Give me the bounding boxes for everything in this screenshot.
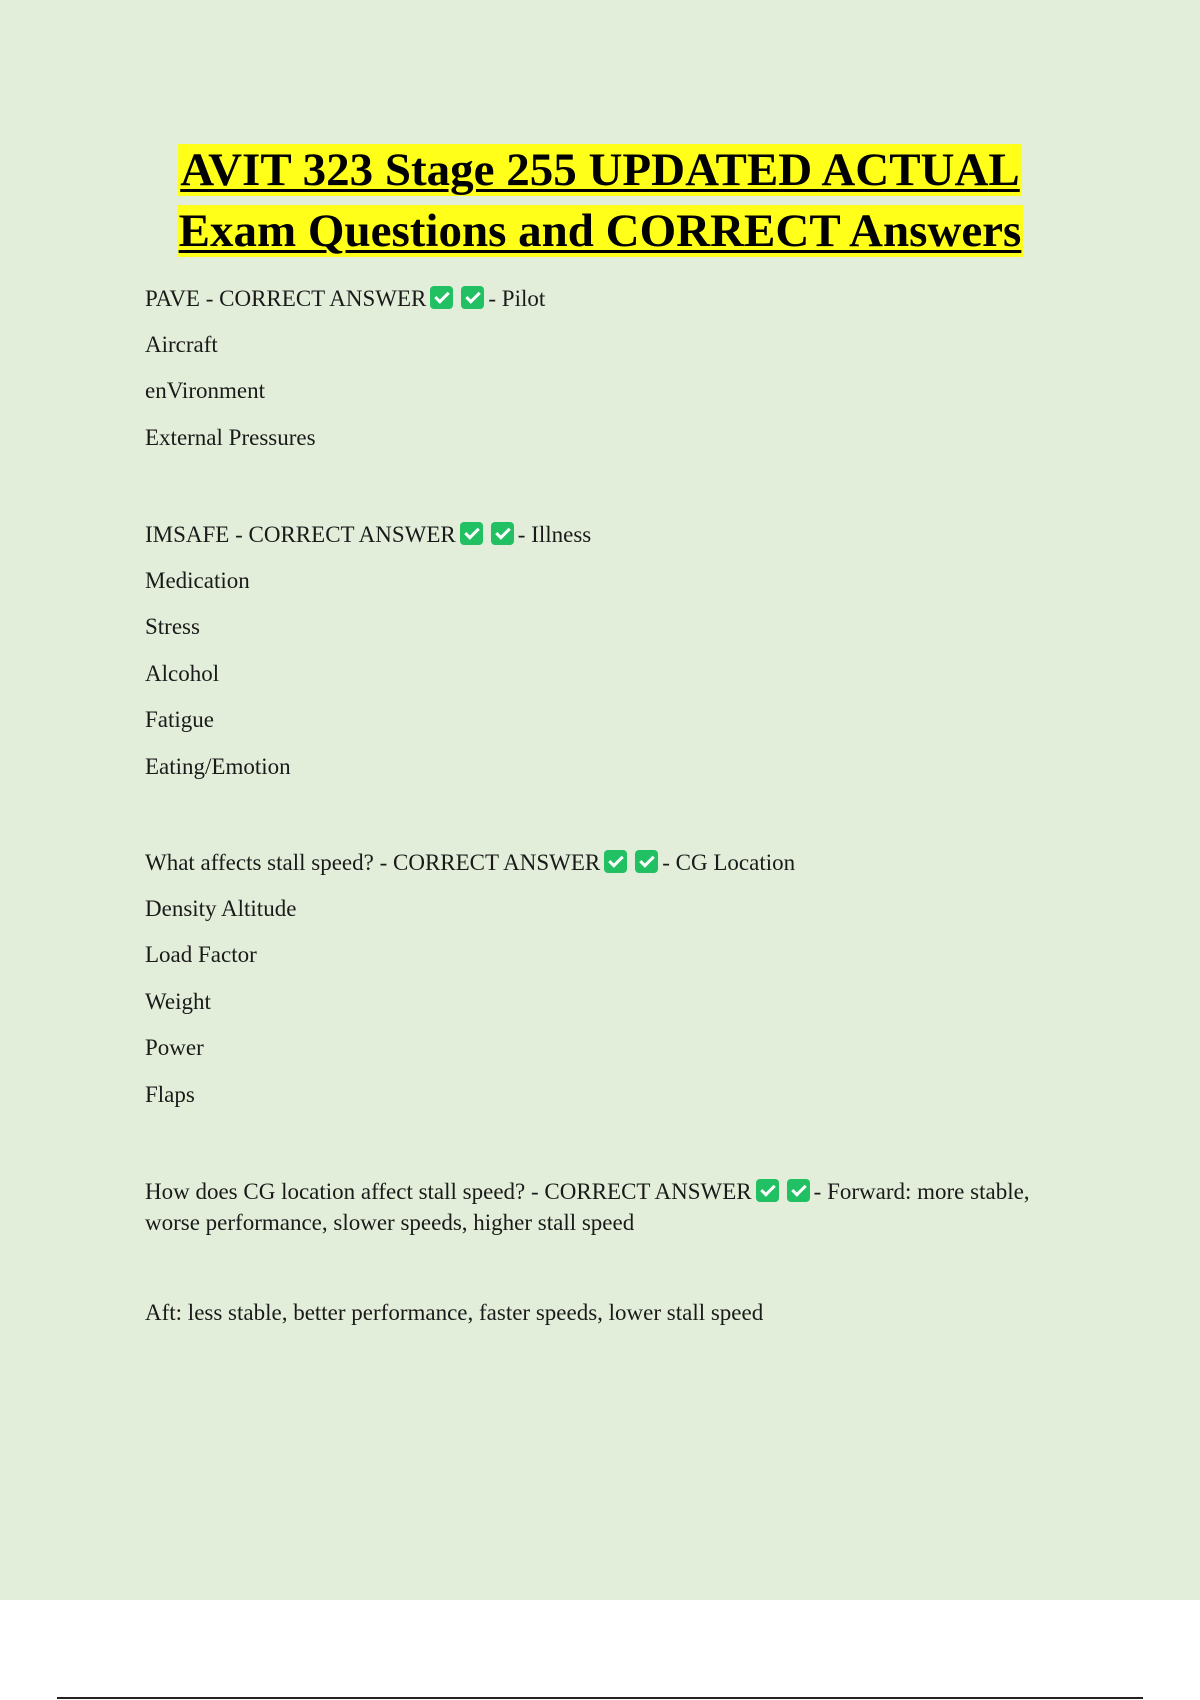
title-line-2: Exam Questions and CORRECT Answers	[178, 205, 1022, 257]
question-line	[145, 850, 1085, 897]
answer-item: Medication	[145, 567, 250, 593]
check-icon	[430, 286, 453, 309]
check-icon	[635, 850, 658, 873]
qa-block-pave	[145, 286, 1085, 472]
answer-item: Fatigue	[145, 707, 214, 732]
check-icon	[460, 522, 483, 545]
question-text: How does CG location affect stall speed? - CORRECT ANSWER	[145, 1179, 752, 1204]
answer-item: Flaps	[145, 1081, 195, 1107]
answer-item: Alcohol	[145, 660, 220, 686]
check-icon	[756, 1179, 779, 1202]
answer-lead: - Forward: more stable, worse performance, slower speeds, higher stall speed	[145, 1179, 1030, 1235]
check-icon	[491, 522, 514, 545]
qa-block-imsafe	[145, 522, 1085, 801]
check-icon	[604, 850, 627, 873]
answer-item: Density Altitude	[145, 895, 297, 921]
answer-item: Stress	[145, 614, 200, 639]
question-text: PAVE - CORRECT ANSWER	[145, 286, 427, 311]
question-line	[145, 286, 1085, 333]
answer-item: enVironment	[145, 378, 265, 403]
answer-item: Power	[145, 1035, 204, 1060]
question-line	[145, 1176, 1085, 1238]
answer-item: Eating/Emotion	[145, 753, 291, 779]
title-line-1: AVIT 323 Stage 255 UPDATED ACTUAL	[180, 144, 1020, 196]
answer-item: Weight	[145, 988, 211, 1014]
check-icon	[461, 286, 484, 309]
extra-paragraph-block	[145, 1301, 1085, 1348]
question-line	[145, 522, 1085, 569]
footer-divider	[57, 1697, 1143, 1699]
answer-lead: - Illness	[517, 522, 592, 547]
qa-block-cg-location	[145, 1176, 1085, 1238]
question-text: IMSAFE - CORRECT ANSWER	[145, 522, 456, 547]
answer-lead: - Pilot	[488, 286, 546, 311]
answer-item: External Pressures	[145, 424, 316, 450]
answer-lead: - CG Location	[662, 850, 796, 875]
check-icon	[787, 1179, 810, 1202]
question-text: What affects stall speed? - CORRECT ANSWER	[145, 850, 601, 875]
document-title	[100, 140, 1100, 262]
paragraph-text: Aft: less stable, better performance, faster speeds, lower stall speed	[145, 1300, 764, 1325]
qa-block-stall-speed	[145, 850, 1085, 1129]
answer-item: Aircraft	[145, 331, 218, 357]
answer-item: Load Factor	[145, 942, 257, 967]
